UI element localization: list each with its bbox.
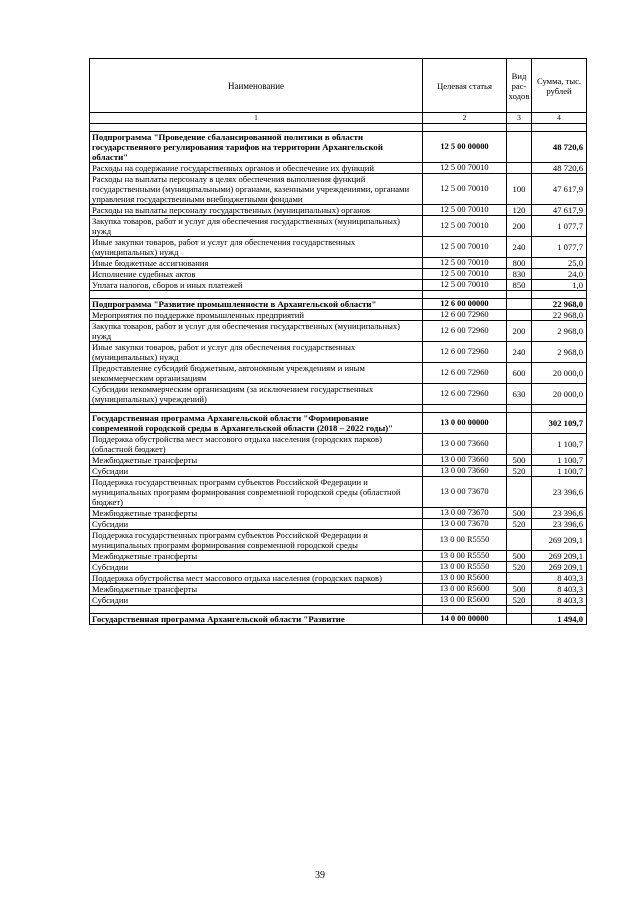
column-number: 4 bbox=[532, 113, 587, 124]
sum-cell: 48 720,6 bbox=[532, 163, 587, 174]
name-cell: Уплата налогов, сборов и иных платежей bbox=[90, 280, 423, 291]
code-cell: 12 6 00 72960 bbox=[423, 363, 507, 384]
name-cell: Поддержка обустройства мест массового отдыха населения (городских парков) bbox=[90, 573, 423, 584]
name-cell: Межбюджетные трансферты bbox=[90, 551, 423, 562]
name-cell: Подпрограмма "Развитие промышленности в Архангельской области" bbox=[90, 299, 423, 310]
name-cell: Иные закупки товаров, работ и услуг для обеспечения государственных (муниципальных) нужд bbox=[90, 342, 423, 363]
name-cell: Субсидии bbox=[90, 466, 423, 477]
spacer-cell bbox=[532, 405, 587, 413]
sum-cell: 22 968,0 bbox=[532, 310, 587, 321]
spacer-cell bbox=[423, 124, 507, 132]
expense-type-cell: 800 bbox=[507, 258, 532, 269]
sum-cell: 22 968,0 bbox=[532, 299, 587, 310]
spacer-cell bbox=[507, 606, 532, 614]
expense-type-cell: 830 bbox=[507, 269, 532, 280]
spacer-cell bbox=[90, 405, 423, 413]
spacer-cell bbox=[532, 124, 587, 132]
code-cell: 13 0 00 73660 bbox=[423, 466, 507, 477]
name-cell: Расходы на содержание государственных органов и обеспечение их функций bbox=[90, 163, 423, 174]
column-number: 1 bbox=[90, 113, 423, 124]
name-cell: Закупка товаров, работ и услуг для обеспечения государственных (муниципальных) нужд bbox=[90, 321, 423, 342]
sum-cell: 8 403,3 bbox=[532, 595, 587, 606]
code-cell: 12 5 00 70010 bbox=[423, 174, 507, 205]
table-row bbox=[90, 174, 587, 205]
spacer-row bbox=[90, 291, 587, 299]
spacer-cell bbox=[90, 124, 423, 132]
expense-type-cell bbox=[507, 310, 532, 321]
spacer-cell bbox=[423, 291, 507, 299]
table-row bbox=[90, 584, 587, 595]
table-row bbox=[90, 595, 587, 606]
expense-type-cell: 240 bbox=[507, 237, 532, 258]
sum-cell: 269 209,1 bbox=[532, 562, 587, 573]
expense-type-cell: 500 bbox=[507, 455, 532, 466]
code-cell: 12 5 00 70010 bbox=[423, 205, 507, 216]
sum-cell: 1 494,0 bbox=[532, 614, 587, 625]
table-row bbox=[90, 280, 587, 291]
sum-cell: 302 109,7 bbox=[532, 413, 587, 434]
name-cell: Субсидии bbox=[90, 595, 423, 606]
name-cell: Иные закупки товаров, работ и услуг для обеспечения государственных (муниципальных) нужд bbox=[90, 237, 423, 258]
table-row bbox=[90, 363, 587, 384]
code-cell: 12 5 00 70010 bbox=[423, 163, 507, 174]
sum-cell: 1 100,7 bbox=[532, 455, 587, 466]
name-cell: Иные бюджетные ассигнования bbox=[90, 258, 423, 269]
name-cell: Расходы на выплаты персоналу государственных (муниципальных) органов bbox=[90, 205, 423, 216]
header-sum: Сумма, тыс. рублей bbox=[532, 59, 587, 113]
name-cell: Подпрограмма "Проведение сбалансированной политики в области государственного регулирования тарифов на территории Архангельской области" bbox=[90, 132, 423, 163]
code-cell: 13 0 00 R5550 bbox=[423, 551, 507, 562]
code-cell: 13 0 00 73670 bbox=[423, 477, 507, 508]
table-header-row bbox=[90, 59, 587, 113]
program-row bbox=[90, 132, 587, 163]
spacer-cell bbox=[532, 606, 587, 614]
table-row bbox=[90, 310, 587, 321]
table-row bbox=[90, 455, 587, 466]
name-cell: Государственная программа Архангельской области "Развитие bbox=[90, 614, 423, 625]
expense-type-cell: 630 bbox=[507, 384, 532, 405]
code-cell: 12 5 00 70010 bbox=[423, 280, 507, 291]
table-row bbox=[90, 258, 587, 269]
sum-cell: 2 968,0 bbox=[532, 342, 587, 363]
sum-cell: 47 617,9 bbox=[532, 174, 587, 205]
table-row bbox=[90, 342, 587, 363]
code-cell: 12 6 00 72960 bbox=[423, 342, 507, 363]
name-cell: Субсидии bbox=[90, 562, 423, 573]
table-row bbox=[90, 573, 587, 584]
name-cell: Поддержка обустройства мест массового отдыха населения (городских парков) (областной бюджет) bbox=[90, 434, 423, 455]
code-cell: 13 0 00 00000 bbox=[423, 413, 507, 434]
spacer-cell bbox=[507, 124, 532, 132]
document-page bbox=[89, 58, 586, 625]
table-row bbox=[90, 477, 587, 508]
expense-type-cell bbox=[507, 413, 532, 434]
expense-type-cell: 850 bbox=[507, 280, 532, 291]
code-cell: 12 6 00 72960 bbox=[423, 384, 507, 405]
program-row bbox=[90, 413, 587, 434]
expense-type-cell bbox=[507, 163, 532, 174]
expense-type-cell: 500 bbox=[507, 584, 532, 595]
expense-type-cell: 240 bbox=[507, 342, 532, 363]
code-cell: 13 0 00 73670 bbox=[423, 519, 507, 530]
header-name: Наименование bbox=[90, 59, 423, 113]
code-cell: 12 5 00 70010 bbox=[423, 258, 507, 269]
code-cell: 12 5 00 00000 bbox=[423, 132, 507, 163]
code-cell: 14 0 00 00000 bbox=[423, 614, 507, 625]
spacer-cell bbox=[90, 291, 423, 299]
name-cell: Государственная программа Архангельской области "Формирование современной городской среды в Архангельской области (2018 – 2022 годы)" bbox=[90, 413, 423, 434]
sum-cell: 8 403,3 bbox=[532, 584, 587, 595]
name-cell: Субсидии bbox=[90, 519, 423, 530]
table-row bbox=[90, 508, 587, 519]
name-cell: Межбюджетные трансферты bbox=[90, 584, 423, 595]
code-cell: 13 0 00 73660 bbox=[423, 455, 507, 466]
code-cell: 13 0 00 R5600 bbox=[423, 573, 507, 584]
sum-cell: 1 100,7 bbox=[532, 434, 587, 455]
code-cell: 13 0 00 R5600 bbox=[423, 595, 507, 606]
code-cell: 12 6 00 72960 bbox=[423, 310, 507, 321]
code-cell: 13 0 00 R5600 bbox=[423, 584, 507, 595]
budget-table bbox=[89, 58, 587, 625]
header-expense-type: Вид рас-ходов bbox=[507, 59, 532, 113]
name-cell: Поддержка государственных программ субъектов Российской Федерации и муниципальных программ формирования современной городской среды bbox=[90, 530, 423, 551]
table-row bbox=[90, 384, 587, 405]
sum-cell: 23 396,6 bbox=[532, 519, 587, 530]
expense-type-cell: 500 bbox=[507, 551, 532, 562]
name-cell: Исполнение судебных актов bbox=[90, 269, 423, 280]
expense-type-cell: 120 bbox=[507, 205, 532, 216]
name-cell: Расходы на выплаты персоналу в целях обеспечения выполнения функций государственными (муниципальными) органами, казенными учреждениями, органами управления государственными внебюджетными фондами bbox=[90, 174, 423, 205]
table-row bbox=[90, 519, 587, 530]
column-number-row bbox=[90, 113, 587, 124]
page-number: 39 bbox=[315, 870, 325, 881]
column-number: 2 bbox=[423, 113, 507, 124]
spacer-cell bbox=[423, 405, 507, 413]
header-target: Целевая статья bbox=[423, 59, 507, 113]
expense-type-cell bbox=[507, 477, 532, 508]
expense-type-cell: 200 bbox=[507, 216, 532, 237]
sum-cell: 269 209,1 bbox=[532, 530, 587, 551]
expense-type-cell bbox=[507, 614, 532, 625]
sum-cell: 1,0 bbox=[532, 280, 587, 291]
expense-type-cell: 100 bbox=[507, 174, 532, 205]
name-cell: Поддержка государственных программ субъектов Российской Федерации и муниципальных программ формирования современной городской среды (областной бюджет) bbox=[90, 477, 423, 508]
table-row bbox=[90, 530, 587, 551]
program-row bbox=[90, 614, 587, 625]
table-row bbox=[90, 205, 587, 216]
table-row bbox=[90, 562, 587, 573]
code-cell: 12 5 00 70010 bbox=[423, 237, 507, 258]
name-cell: Мероприятия по поддержке промышленных предприятий bbox=[90, 310, 423, 321]
code-cell: 13 0 00 R5550 bbox=[423, 562, 507, 573]
sum-cell: 20 000,0 bbox=[532, 384, 587, 405]
spacer-cell bbox=[507, 405, 532, 413]
code-cell: 13 0 00 73660 bbox=[423, 434, 507, 455]
sum-cell: 269 209,1 bbox=[532, 551, 587, 562]
table-row bbox=[90, 434, 587, 455]
expense-type-cell bbox=[507, 573, 532, 584]
spacer-row bbox=[90, 606, 587, 614]
table-row bbox=[90, 551, 587, 562]
name-cell: Межбюджетные трансферты bbox=[90, 508, 423, 519]
sum-cell: 23 396,6 bbox=[532, 508, 587, 519]
expense-type-cell: 520 bbox=[507, 562, 532, 573]
table-row bbox=[90, 216, 587, 237]
spacer-cell bbox=[532, 291, 587, 299]
expense-type-cell bbox=[507, 299, 532, 310]
spacer-row bbox=[90, 405, 587, 413]
code-cell: 13 0 00 73670 bbox=[423, 508, 507, 519]
name-cell: Закупка товаров, работ и услуг для обеспечения государственных (муниципальных) нужд bbox=[90, 216, 423, 237]
sum-cell: 1 100,7 bbox=[532, 466, 587, 477]
expense-type-cell: 500 bbox=[507, 508, 532, 519]
name-cell: Субсидии некоммерческим организациям (за исключением государственных (муниципальных) учреждений) bbox=[90, 384, 423, 405]
expense-type-cell: 520 bbox=[507, 595, 532, 606]
spacer-cell bbox=[90, 606, 423, 614]
expense-type-cell: 520 bbox=[507, 519, 532, 530]
expense-type-cell: 200 bbox=[507, 321, 532, 342]
code-cell: 12 5 00 70010 bbox=[423, 269, 507, 280]
sum-cell: 25,0 bbox=[532, 258, 587, 269]
expense-type-cell bbox=[507, 434, 532, 455]
code-cell: 12 6 00 72960 bbox=[423, 321, 507, 342]
sum-cell: 47 617,9 bbox=[532, 205, 587, 216]
sum-cell: 23 396,6 bbox=[532, 477, 587, 508]
spacer-cell bbox=[507, 291, 532, 299]
sum-cell: 20 000,0 bbox=[532, 363, 587, 384]
sum-cell: 24,0 bbox=[532, 269, 587, 280]
expense-type-cell bbox=[507, 132, 532, 163]
table-row bbox=[90, 269, 587, 280]
expense-type-cell bbox=[507, 530, 532, 551]
program-row bbox=[90, 299, 587, 310]
spacer-cell bbox=[423, 606, 507, 614]
spacer-row bbox=[90, 124, 587, 132]
code-cell: 13 0 00 R5550 bbox=[423, 530, 507, 551]
name-cell: Предоставление субсидий бюджетным, автономным учреждениям и иным некоммерческим организациям bbox=[90, 363, 423, 384]
table-row bbox=[90, 163, 587, 174]
code-cell: 12 5 00 70010 bbox=[423, 216, 507, 237]
table-row bbox=[90, 237, 587, 258]
expense-type-cell: 600 bbox=[507, 363, 532, 384]
sum-cell: 48 720,6 bbox=[532, 132, 587, 163]
table-row bbox=[90, 321, 587, 342]
sum-cell: 2 968,0 bbox=[532, 321, 587, 342]
table-row bbox=[90, 466, 587, 477]
sum-cell: 1 077,7 bbox=[532, 237, 587, 258]
code-cell: 12 6 00 00000 bbox=[423, 299, 507, 310]
sum-cell: 8 403,3 bbox=[532, 573, 587, 584]
expense-type-cell: 520 bbox=[507, 466, 532, 477]
name-cell: Межбюджетные трансферты bbox=[90, 455, 423, 466]
column-number: 3 bbox=[507, 113, 532, 124]
sum-cell: 1 077,7 bbox=[532, 216, 587, 237]
